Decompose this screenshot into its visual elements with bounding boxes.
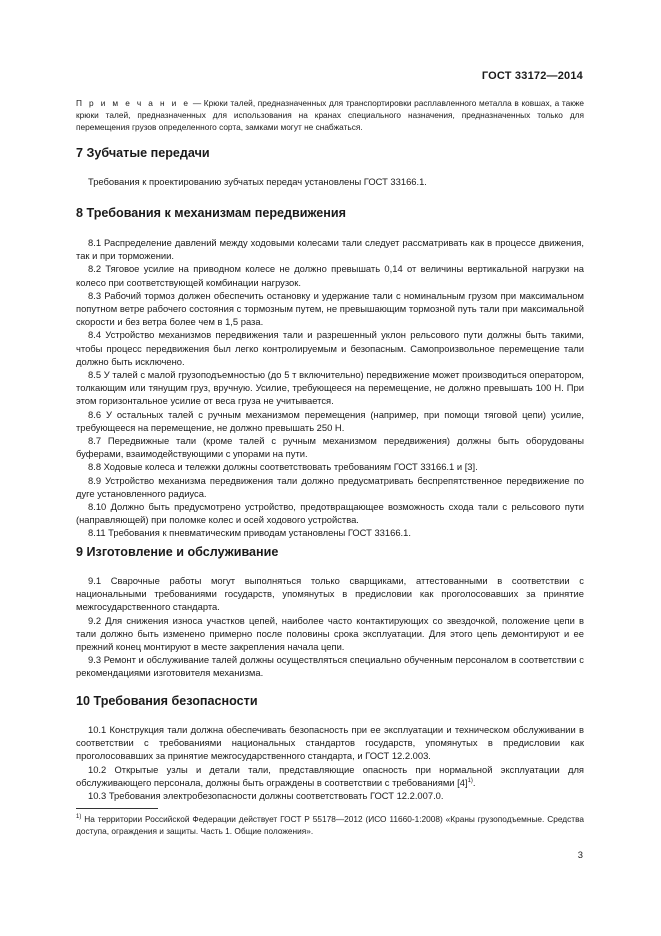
footnote [76,813,584,837]
paragraph: 8.8 Ходовые колеса и тележки должны соответствовать требованиям ГОСТ 33166.1 и [3]. [88,461,478,473]
paragraph: 10.3 Требования электробезопасности должны соответствовать ГОСТ 12.2.007.0. [88,790,444,802]
document-header: ГОСТ 33172—2014 [481,70,583,82]
footnote-marker: 1) [76,814,82,821]
paragraph: 8.5 У талей с малой грузоподъемностью (до 5 т включительно) передвижение может производиться оператором, толкающим или тянущим груз, вручную. Усилие, требующееся на перемещение, не должно превышать 100 Н. При этом горизонтальное усилие от веса груза не учитывается. [76,369,584,407]
paragraph: 8.6 У остальных талей с ручным механизмом перемещения (например, при помощи тяговой цепи) усилие, требующееся на перемещение, не должно превышать 250 Н. [76,408,584,433]
section-7-body [76,175,584,188]
paragraph: 8.1 Распределение давлений между ходовыми колесами тали следует рассматривать как в процессе движения, так и при торможении. [76,237,584,262]
paragraph: 9.1 Сварочные работы могут выполняться только сварщиками, аттестованными в соответствии с национальными требованиями государств, упомянутых в предисловии как проголосовавших за принятие межгосударственного стандарта. [76,575,584,613]
section-9-body [76,574,584,680]
paragraph: 8.11 Требования к пневматическим приводам установлены ГОСТ 33166.1. [88,527,411,539]
footnote-divider [76,808,158,809]
paragraph: 8.4 Устройство механизмов передвижения тали и разрешенный уклон рельсового пути должны быть такими, чтобы процесс передвижения был легко контролируемым и безопасным. Самопроизвольное перемещение тали должно быть исключено. [76,329,584,367]
page-number: 3 [577,849,583,860]
paragraph-end: . [472,776,476,788]
section-10-title: 10 Требования безопасности [76,694,258,708]
section-10-body [76,723,584,802]
section-8-body [76,236,584,540]
section-7-title: 7 Зубчатые передачи [76,146,210,160]
paragraph: 9.3 Ремонт и обслуживание талей должны осуществляться специально обученным персоналом в соответствии с рекомендациями изготовителя механизма. [76,654,584,679]
paragraph: 8.10 Должно быть предусмотрено устройство, предотвращающее возможность схода тали с рельсового пути (направляющей) при поломке колес и осей ходового устройства. [76,501,584,526]
note-block [76,97,584,134]
paragraph: 8.9 Устройство механизма передвижения тали должно предусматривать беспрепятственное передвижение по дуге установленного радиуса. [76,474,584,499]
footnote-reference[interactable]: 1) [467,777,473,784]
paragraph [76,763,584,789]
note-text: — Крюки талей, предназначенных для транспортировки расплавленного металла в ковшах, а также крюки талей, предназначенных для использования на кранах специального назначения, предназначенных только для перемещения грузов определенного сорта, замками могут не снабжаться. [76,98,584,133]
paragraph: 8.3 Рабочий тормоз должен обеспечить остановку и удержание тали с номинальным грузом при максимальном попутном ветре рабочего состояния с тормозным путем, не превышающим тормозной путь тали при максимальной скорости и без ветра более чем в 1,5 раза. [76,289,584,328]
footnote-text: На территории Российской Федерации действует ГОСТ Р 55178—2012 (ИСО 11660-1:2008) «Краны грузоподъемные. Средства доступа, ограждения и защиты. Часть 1. Общие положения». [76,814,584,837]
paragraph: 8.7 Передвижные тали (кроме талей с ручным механизмом передвижения) должны быть оборудованы буферами, взаимодействующими с упорами на пути. [76,435,584,460]
section-8-title: 8 Требования к механизмам передвижения [76,206,346,220]
note-label: П р и м е ч а н и е [76,98,191,108]
paragraph: 8.2 Тяговое усилие на приводном колесе не должно превышать 0,14 от величины вертикальной нагрузки на колесо при соответствующей комбинации нагрузок. [76,263,584,288]
section-9-title: 9 Изготовление и обслуживание [76,545,279,559]
paragraph-text: 10.2 Открытые узлы и детали тали, представляющие опасность при нормальной эксплуатации для обслуживающего персонала, должны быть ограждены в соответствии с требованиями [4] [76,763,584,788]
paragraph: 9.2 Для снижения износа участков цепей, наиболее часто контактирующих со звездочкой, положение цепи в тали должно быть изменено примерно после половины срока эксплуатации. Для этого цепь демонтируют и ее прежний конец монтируют в месте закрепления начала цепи. [76,614,584,653]
paragraph: Требования к проектированию зубчатых передач установлены ГОСТ 33166.1. [88,176,427,187]
paragraph: 10.1 Конструкция тали должна обеспечивать безопасность при ее эксплуатации и техническом обслуживании в соответствии с требованиями национальных стандартов государств, упомянутых в предисловии как проголосовавших за принятие межгосударственного стандарта, и ГОСТ 12.2.003. [76,724,584,762]
